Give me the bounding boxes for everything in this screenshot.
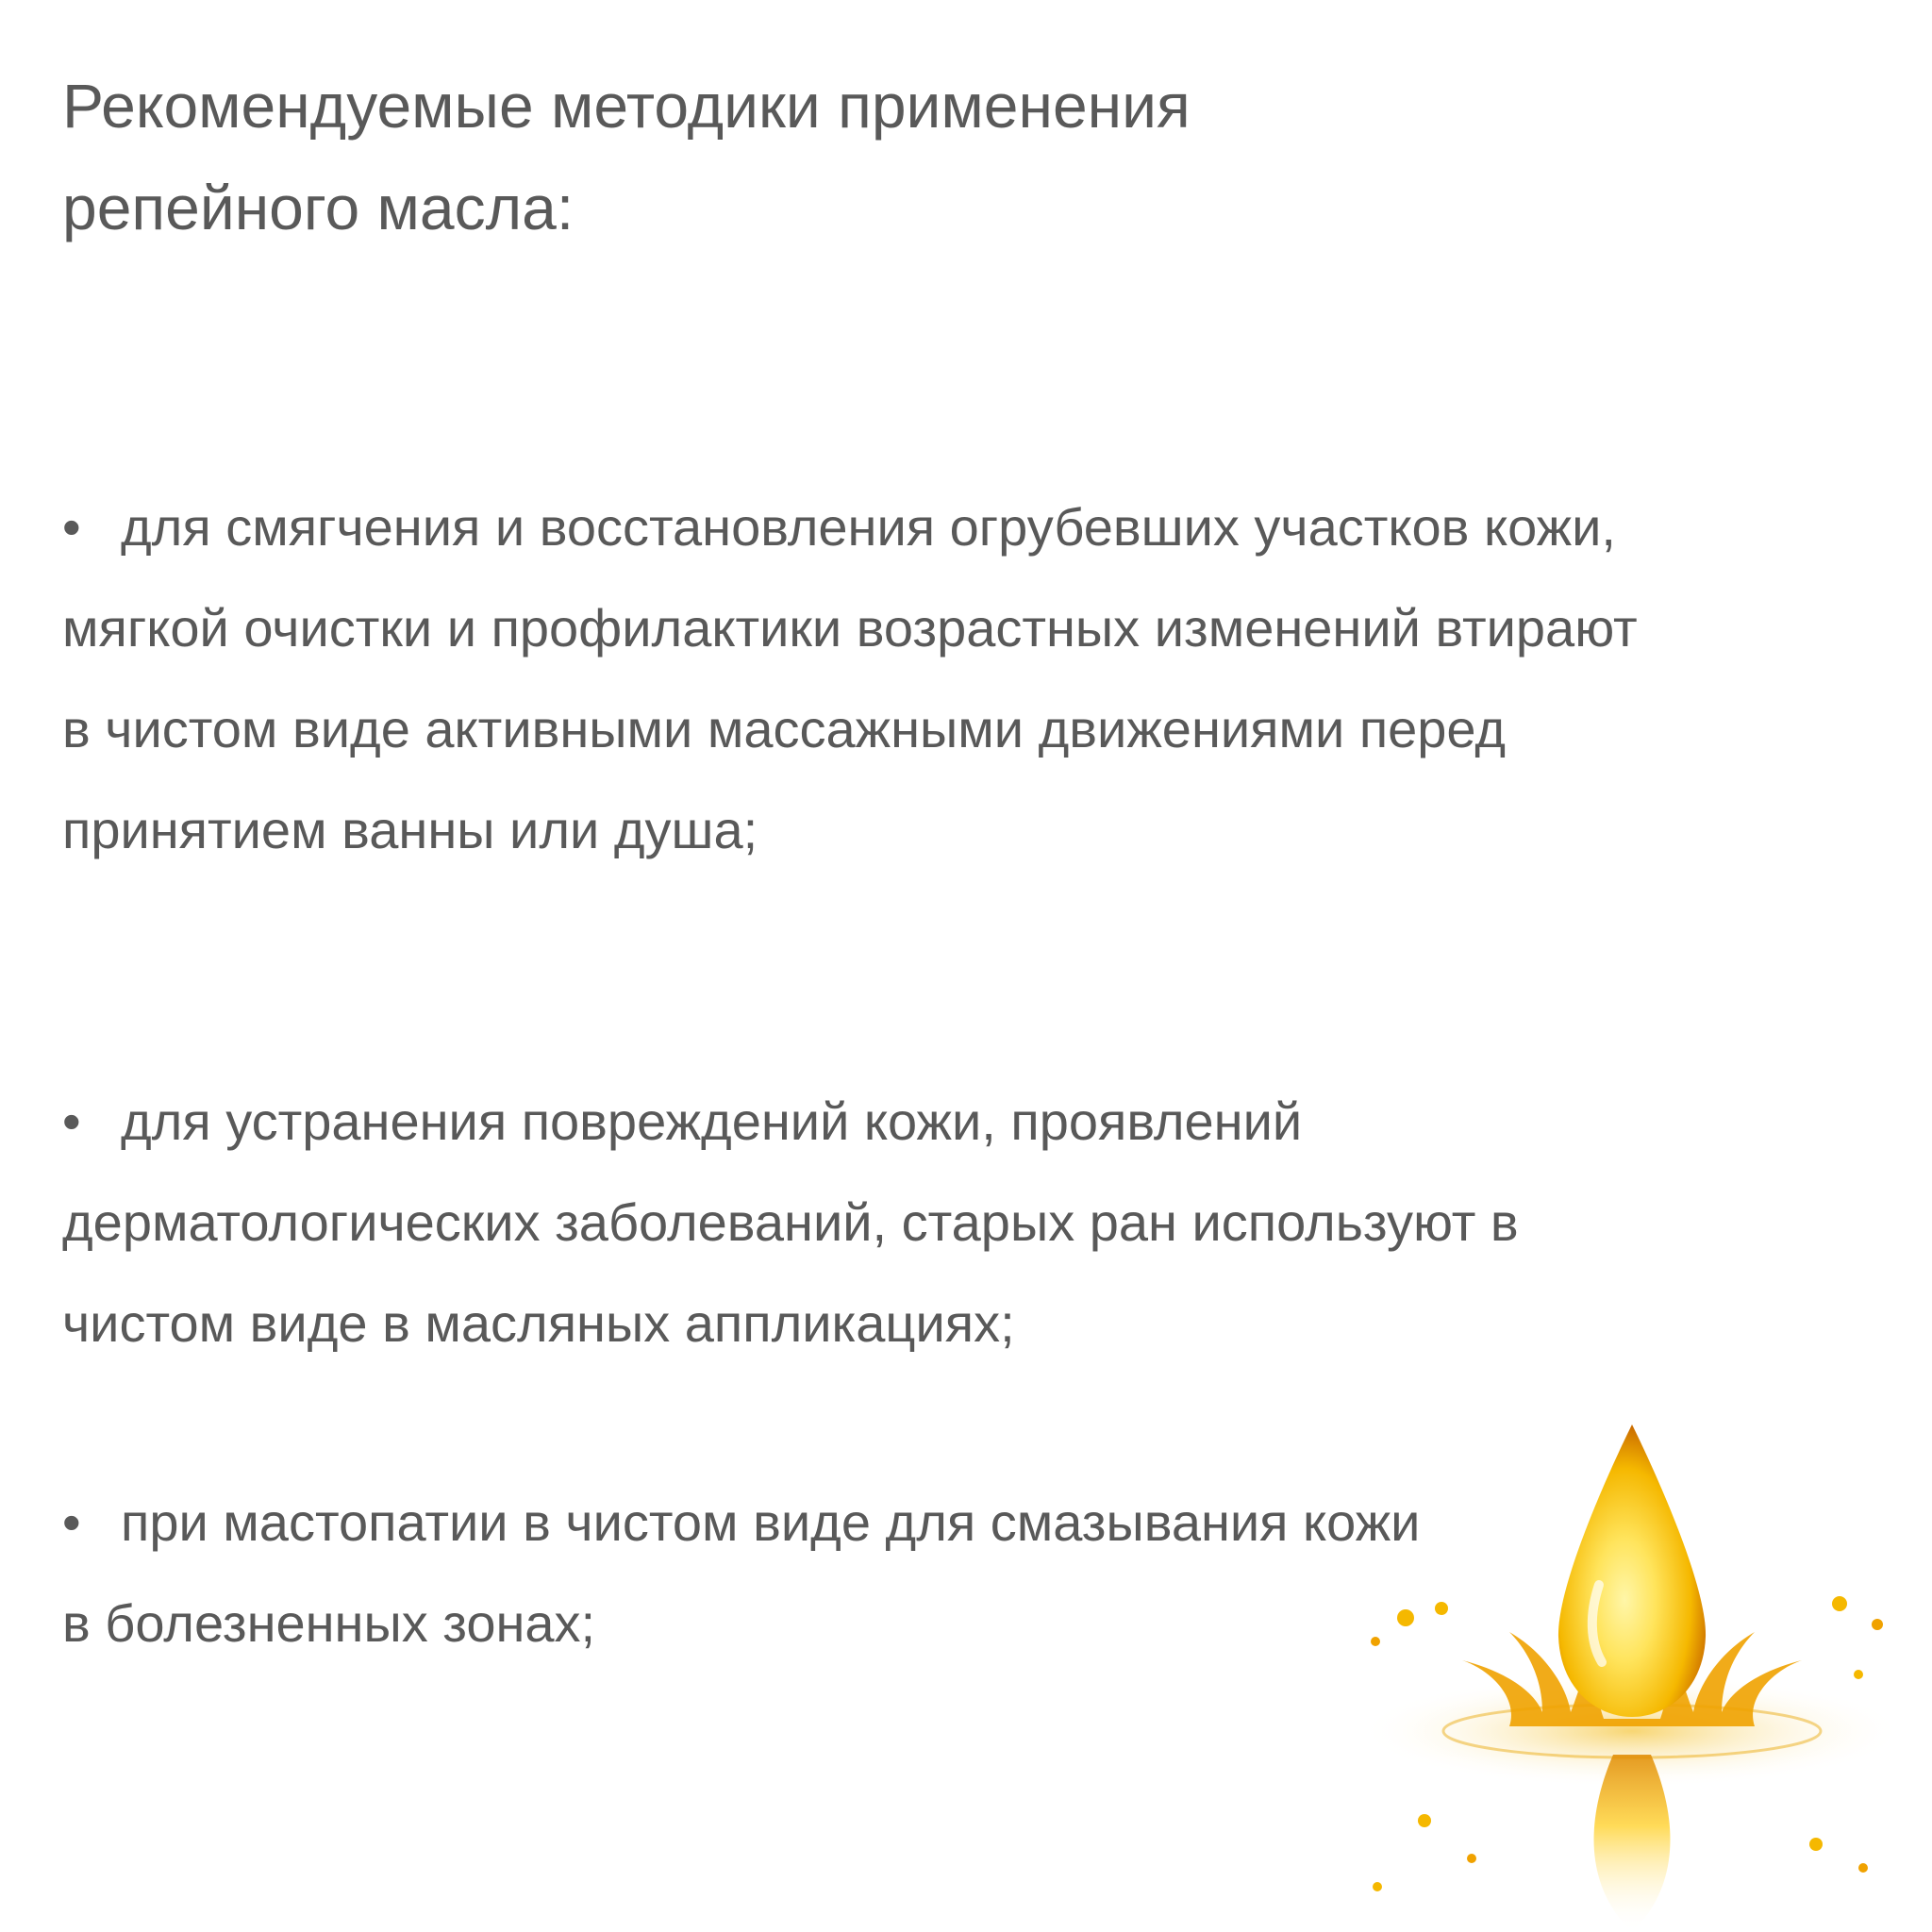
bullet-icon: •: [62, 1492, 81, 1552]
list-item-line: в болезненных зонах;: [62, 1593, 596, 1653]
title-line-2: репейного масла:: [62, 173, 575, 242]
list-item-line: [62, 476, 1911, 577]
list-item-text: для смягчения и восстановления огрубевших участков кожи,: [121, 497, 1616, 557]
title-line-1: Рекомендуемые методики применения: [62, 71, 1191, 141]
list-item: [62, 1071, 1911, 1374]
list-item-line: принятием ванны или душа;: [62, 800, 758, 859]
bullet-icon: •: [62, 1091, 81, 1151]
list-item-line: в чистом виде активными массажными движениями перед: [62, 699, 1507, 758]
list-item-text: при мастопатии в чистом виде для смазывания кожи: [121, 1492, 1421, 1552]
list-item-line: [62, 1071, 1911, 1172]
bullet-icon: •: [62, 497, 81, 557]
list-item-line: мягкой очистки и профилактики возрастных изменений втирают: [62, 598, 1638, 658]
oil-drop-splash-icon: [1349, 1415, 1932, 1932]
list-item-line: дерматологических заболеваний, старых ран используют в: [62, 1192, 1519, 1252]
page-title: [62, 55, 1666, 258]
list-item-line: чистом виде в масляных аппликациях;: [62, 1293, 1015, 1353]
list-item-text: для устранения повреждений кожи, проявлений: [121, 1091, 1303, 1151]
list-item: [62, 476, 1911, 880]
